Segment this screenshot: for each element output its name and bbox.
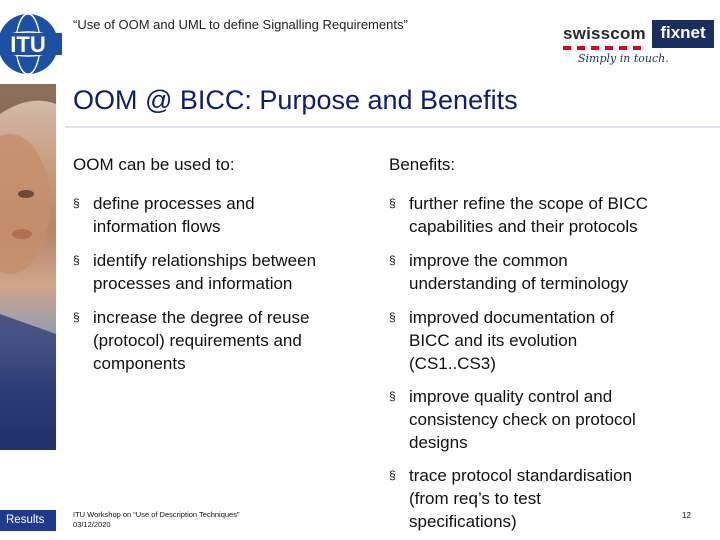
nav-item-results[interactable]: Results	[0, 510, 56, 531]
right-bullet-line: understanding of terminology	[409, 274, 629, 293]
bullet-icon: §	[73, 196, 80, 210]
slide-title: OOM @ BICC: Purpose and Benefits	[73, 85, 518, 115]
bullet-icon: §	[389, 389, 396, 403]
bullet-icon: §	[389, 253, 396, 267]
bullet-icon: §	[389, 196, 396, 210]
right-bullet-line: improve the common	[409, 251, 568, 270]
left-bullet	[73, 249, 373, 295]
left-bullet	[73, 192, 373, 238]
brand-product: fixnet	[660, 23, 706, 42]
right-bullet-line: improve quality control and	[409, 387, 613, 406]
brand-logo	[560, 20, 716, 70]
slide-number: 12	[682, 511, 691, 520]
right-bullet	[389, 192, 709, 238]
bullet-icon: §	[73, 253, 80, 267]
right-bullet	[389, 249, 709, 295]
itu-logo-text: ITU	[10, 32, 46, 57]
right-bullet-line: BICC and its evolution	[409, 331, 578, 350]
bullet-icon: §	[389, 468, 396, 482]
right-bullet-line: capabilities and their protocols	[409, 217, 638, 236]
left-bullet-line: information flows	[93, 217, 221, 236]
section-nav	[0, 447, 56, 540]
left-bullet-line: define processes and	[93, 194, 255, 213]
left-bullet-line: identify relationships between	[93, 251, 317, 270]
left-bullet-line: (protocol) requirements and	[93, 331, 302, 350]
brand-tagline: Simply in touch.	[578, 52, 669, 65]
title-divider	[65, 126, 720, 128]
person-photo	[0, 84, 56, 450]
footer-date: 03/12/2020	[73, 520, 111, 529]
nav-item-oom[interactable]: OOM	[6, 472, 34, 484]
right-bullet-line: improved documentation of	[409, 308, 615, 327]
left-column-heading: OOM can be used to:	[73, 155, 235, 174]
right-bullet	[389, 464, 709, 533]
right-bullet-line: consistency check on protocol	[409, 410, 636, 429]
right-bullet-line: designs	[409, 433, 468, 452]
right-bullet	[389, 306, 709, 375]
itu-logo	[0, 0, 62, 80]
footer	[73, 510, 239, 530]
right-bullet-line: trace protocol standardisation	[409, 466, 633, 485]
right-bullet	[389, 385, 709, 454]
bullet-icon: §	[73, 310, 80, 324]
fixnet-badge	[652, 20, 714, 48]
nav-item-intro[interactable]: Intro	[6, 451, 30, 463]
right-bullet-line: specifications)	[409, 512, 517, 531]
bullet-icon: §	[389, 310, 396, 324]
footer-event: ITU Workshop on “Use of Description Techniques”	[73, 510, 240, 519]
brand-dots-icon	[563, 46, 647, 50]
right-bullet-line: further refine the scope of BICC	[409, 194, 649, 213]
right-bullet-line: (CS1..CS3)	[409, 354, 496, 373]
left-bullet	[73, 306, 373, 375]
left-bullet-line: processes and information	[93, 274, 293, 293]
left-bullet-line: components	[93, 354, 186, 373]
right-bullet-line: (from req’s to test	[409, 489, 541, 508]
header-title: “Use of OOM and UML to define Signalling Requirements”	[73, 17, 408, 32]
nav-item-bicc[interactable]: BICC	[6, 493, 34, 505]
left-bullet-line: increase the degree of reuse	[93, 308, 310, 327]
right-column-heading: Benefits:	[389, 155, 456, 174]
brand-name: swisscom	[563, 24, 646, 43]
